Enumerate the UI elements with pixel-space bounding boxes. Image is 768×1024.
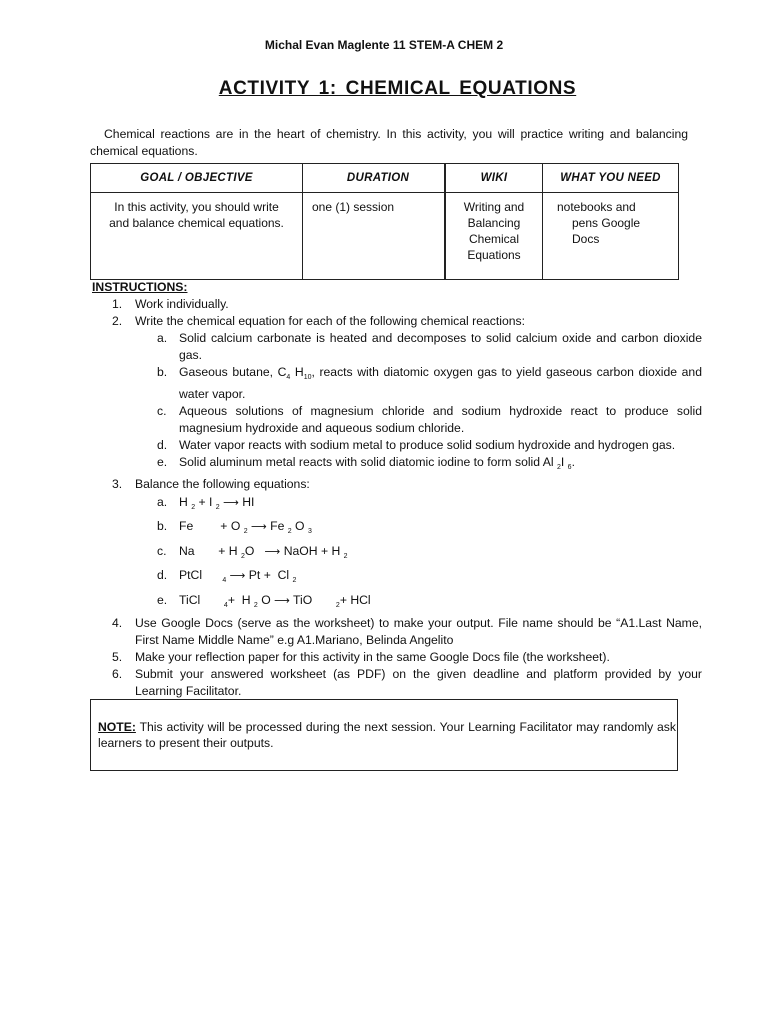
- item-text: Work individually.: [135, 297, 229, 311]
- list-item: [92, 649, 702, 666]
- item-letter: b.: [157, 519, 168, 534]
- header-duration: DURATION: [303, 164, 446, 193]
- goal-cell: [91, 193, 303, 280]
- reaction-item: [92, 437, 702, 454]
- note-box: [90, 699, 678, 771]
- reaction-text-pre: Solid aluminum metal reacts with solid diatomic iodine to form solid Al: [179, 455, 554, 469]
- equation: Na + H $_2$O ⟶ NaOH + H $_2$: [179, 543, 348, 560]
- item-text: Balance the following equations:: [135, 477, 310, 491]
- equation: H $_2$ + I $_2$ ⟶ HI: [179, 495, 255, 511]
- item-text: Write the chemical equation for each of the following chemical reactions:: [135, 314, 525, 328]
- list-item: [92, 476, 702, 493]
- equation: PtCl $_4$ ⟶ Pt + Cl $_2$: [179, 568, 297, 585]
- item-text: Make your reflection paper for this activity in the same Google Docs file (the worksheet).: [135, 650, 610, 665]
- wiki-cell: [445, 193, 543, 280]
- item-number: 1.: [112, 297, 123, 311]
- equation-item: [92, 591, 702, 615]
- subscript: 6: [567, 464, 572, 471]
- need-line: Docs: [572, 232, 600, 246]
- table-header-row: [91, 164, 679, 193]
- activity-info-table: [90, 163, 679, 280]
- equation: TiCl $_4$+ H $_2$ O ⟶ TiO $_2$+ HCl: [179, 592, 371, 609]
- list-item: [92, 296, 702, 313]
- need-line: pens Google: [572, 216, 641, 230]
- item-letter: b.: [157, 365, 168, 379]
- item-letter: c.: [157, 543, 167, 558]
- reaction-item: [92, 330, 702, 364]
- reaction-item: [92, 364, 702, 403]
- reaction-text-post: , reacts with diatomic oxygen gas to yield gaseous carbon dioxide and water vapor.: [179, 365, 702, 401]
- item-letter: d.: [157, 438, 168, 452]
- reaction-text-mid: I: [560, 455, 565, 469]
- equation-item: [92, 542, 702, 566]
- item-letter: a.: [157, 495, 168, 509]
- wiki-line: Equations: [467, 248, 521, 262]
- subscript: 10: [303, 374, 312, 381]
- equation-item: [92, 493, 702, 517]
- reaction-text: Aqueous solutions of magnesium chloride and sodium hydroxide react to produce solid magnesium hydroxide and aqueous sodium chloride.: [179, 404, 702, 435]
- subscript: 4: [286, 374, 291, 381]
- equation-item: [92, 517, 702, 541]
- wiki-line: Balancing: [467, 216, 521, 230]
- goal-text: In this activity, you should write and balance chemical equations.: [109, 200, 284, 230]
- wiki-line: Writing and: [463, 200, 525, 214]
- instructions-section: [92, 279, 702, 700]
- item-letter: c.: [157, 404, 167, 418]
- reaction-item: [92, 454, 702, 476]
- item-letter: d.: [157, 568, 168, 583]
- reaction-text-pre: Gaseous butane, C: [179, 365, 287, 379]
- document-header: Michal Evan Maglente 11 STEM-A CHEM 2: [264, 38, 504, 52]
- list-item: [92, 666, 702, 700]
- reaction-text: Solid calcium carbonate is heated and decomposes to solid calcium oxide and carbon dioxide gas.: [179, 331, 702, 362]
- note-body: This activity will be processed during the next session. Your Learning Facilitator may randomly ask learners to present their outputs.: [98, 720, 676, 750]
- note-text: [98, 719, 676, 751]
- header-what-you-need: WHAT YOU NEED: [543, 164, 679, 193]
- reaction-item: [92, 403, 702, 437]
- header-goal: GOAL / OBJECTIVE: [91, 164, 303, 193]
- need-line: notebooks and: [557, 200, 636, 214]
- item-letter: e.: [157, 592, 168, 607]
- subscript: 2: [556, 464, 561, 471]
- note-label: NOTE:: [98, 720, 136, 734]
- item-number: 4.: [112, 616, 123, 631]
- wiki-line: Chemical: [468, 232, 519, 246]
- duration-cell: one (1) session: [303, 193, 446, 280]
- list-item: [92, 313, 702, 330]
- need-cell: [543, 193, 679, 280]
- item-text: Submit your answered worksheet (as PDF) on the given deadline and platform provided by your Learning Facilitator.: [135, 667, 702, 699]
- item-letter: a.: [157, 331, 168, 345]
- item-number: 2.: [112, 314, 123, 328]
- page-title: ACTIVITY 1: CHEMICAL EQUATIONS: [218, 78, 577, 99]
- item-number: 5.: [112, 650, 123, 665]
- reaction-text-post: .: [571, 455, 575, 469]
- item-number: 6.: [112, 667, 123, 682]
- item-letter: e.: [157, 455, 168, 469]
- equation: Fe + O $_2$ ⟶ Fe $_2$ O $_3$: [179, 519, 312, 536]
- item-text: Use Google Docs (serve as the worksheet) to make your output. File name should be “A1.Last Name, First Name Middle Name” e.g A1.Mariano, Belinda Angelito: [135, 616, 702, 648]
- instructions-heading: INSTRUCTIONS:: [92, 280, 188, 294]
- list-item: [92, 615, 702, 649]
- table-row: [91, 193, 679, 280]
- reaction-text-mid: H: [290, 365, 304, 379]
- header-wiki: WIKI: [445, 164, 543, 193]
- item-number: 3.: [112, 477, 123, 491]
- intro-paragraph: Chemical reactions are in the heart of chemistry. In this activity, you will practice writing and balancing chemical equations.: [90, 127, 688, 158]
- equation-item: [92, 566, 702, 590]
- reaction-text: Water vapor reacts with sodium metal to produce solid sodium hydroxide and hydrogen gas.: [179, 438, 676, 452]
